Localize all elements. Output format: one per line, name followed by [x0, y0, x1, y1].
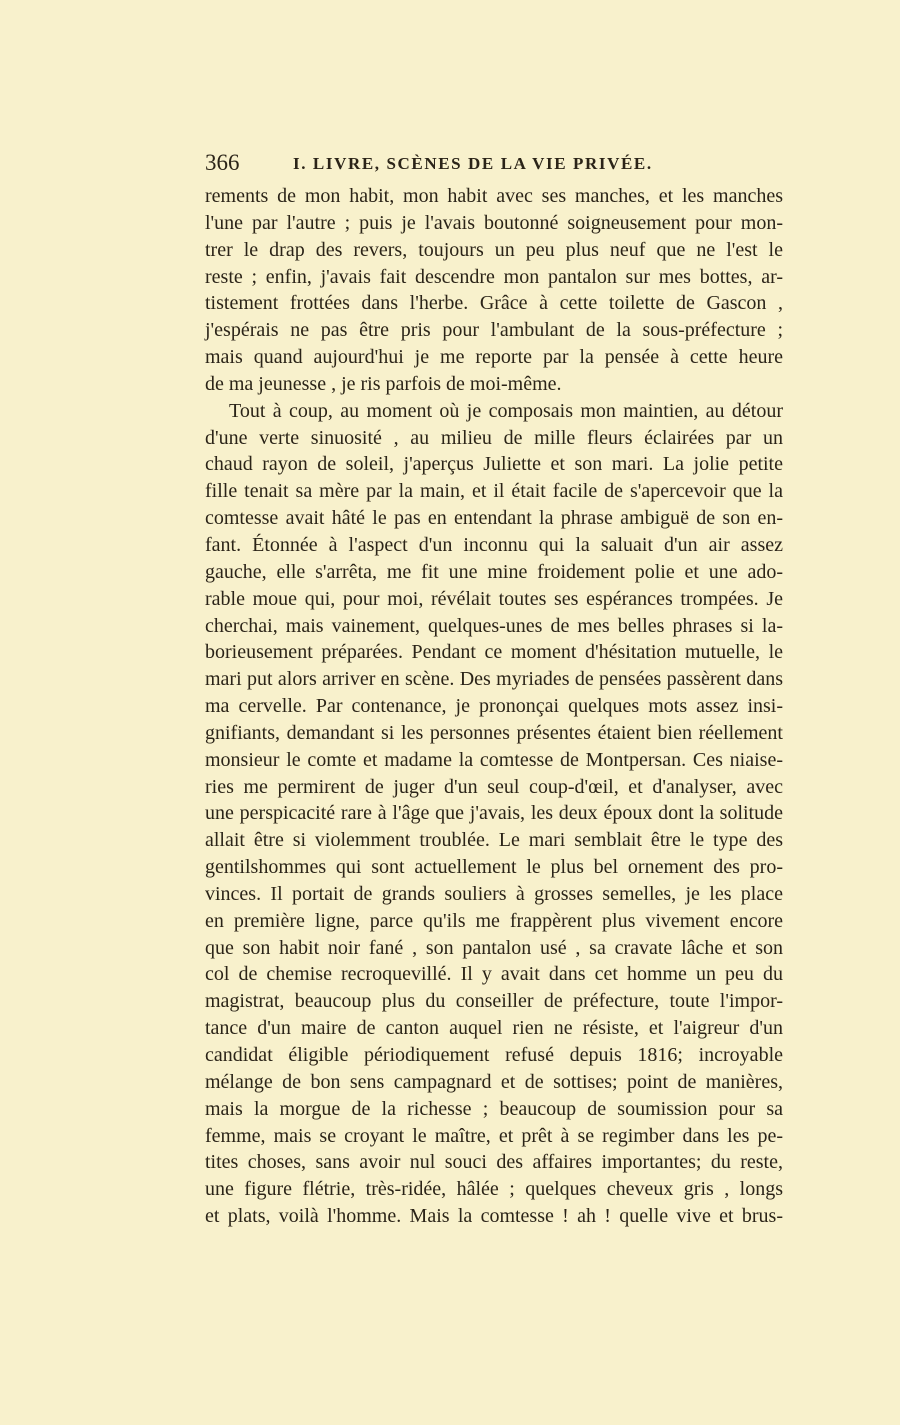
- text-line: mari put alors arriver en scène. Des myriades de pensées passèrent dans: [205, 668, 783, 691]
- text-line: mais quand aujourd'hui je me reporte par la pensée à cette heure: [205, 346, 783, 369]
- text-line: gnifiants, demandant si les personnes présentes étaient bien réellement: [205, 721, 783, 744]
- text-line: l'une par l'autre ; puis je l'avais boutonné soigneusement pour mon-: [205, 211, 783, 234]
- text-line: col de chemise recroquevillé. Il y avait dans cet homme un peu du: [205, 963, 783, 986]
- running-header: [205, 150, 783, 180]
- text-line: allait être si violemment troublée. Le mari semblait être le type des: [205, 829, 783, 852]
- text-line: de ma jeunesse , je ris parfois de moi-même.: [205, 372, 562, 395]
- text-line: une perspicacité rare à l'âge que j'avais, les deux époux dont la solitude: [205, 802, 783, 825]
- text-line: gentilshommes qui sont actuellement le plus bel ornement des pro-: [205, 856, 783, 879]
- running-title: I. LIVRE, SCÈNES DE LA VIE PRIVÉE.: [293, 154, 653, 173]
- text-line: fant. Étonnée à l'aspect d'un inconnu qui la saluait d'un air assez: [205, 533, 783, 556]
- text-line: reste ; enfin, j'avais fait descendre mon pantalon sur mes bottes, ar-: [205, 265, 783, 288]
- text-line: une figure flétrie, très-ridée, hâlée ; quelques cheveux gris , longs: [205, 1178, 783, 1201]
- text-line: rements de mon habit, mon habit avec ses manches, et les manches: [205, 185, 783, 207]
- text-line: Tout à coup, au moment où je composais mon maintien, au détour: [229, 399, 783, 422]
- text-line: que son habit noir fané , son pantalon usé , sa cravate lâche et son: [205, 936, 783, 959]
- text-line: comtesse avait hâté le pas en entendant la phrase ambiguë de son en-: [205, 507, 783, 530]
- text-line: femme, mais se croyant le maître, et prêt à se regimber dans les pe-: [205, 1124, 783, 1147]
- text-line: rable moue qui, pour moi, révélait toutes ses espérances trompées. Je: [205, 587, 783, 610]
- text-line: cherchai, mais vainement, quelques-unes de mes belles phrases si la-: [205, 614, 783, 637]
- text-line: mais la morgue de la richesse ; beaucoup de soumission pour sa: [205, 1097, 783, 1120]
- text-line: magistrat, beaucoup plus du conseiller de préfecture, toute l'impor-: [205, 990, 783, 1013]
- text-line: chaud rayon de soleil, j'aperçus Juliette et son mari. La jolie petite: [205, 453, 783, 476]
- text-line: trer le drap des revers, toujours un peu plus neuf que ne l'est le: [205, 238, 783, 261]
- page-number: 366: [205, 150, 240, 175]
- text-line: fille tenait sa mère par la main, et il était facile de s'apercevoir que la: [205, 480, 783, 503]
- text-line: tites choses, sans avoir nul souci des affaires importantes; du reste,: [205, 1151, 783, 1174]
- text-line: gauche, elle s'arrêta, me fit une mine froidement polie et une ado-: [205, 560, 783, 583]
- text-line: vinces. Il portait de grands souliers à grosses semelles, je les place: [205, 882, 783, 905]
- text-line: d'une verte sinuosité , au milieu de mille fleurs éclairées par un: [205, 426, 783, 449]
- text-line: monsieur le comte et madame la comtesse de Montpersan. Ces niaise-: [205, 748, 783, 771]
- text-line: ma cervelle. Par contenance, je prononçai quelques mots assez insi-: [205, 695, 783, 718]
- text-line: borieusement préparées. Pendant ce moment d'hésitation mutuelle, le: [205, 641, 783, 664]
- text-line: j'espérais ne pas être pris pour l'ambulant de la sous-préfecture ;: [205, 319, 783, 342]
- text-line: tance d'un maire de canton auquel rien ne résiste, et l'aigreur d'un: [205, 1017, 783, 1040]
- text-line: candidat éligible périodiquement refusé depuis 1816; incroyable: [205, 1044, 783, 1066]
- text-line: ries me permirent de juger d'un seul coup-d'œil, et d'analyser, avec: [205, 775, 783, 798]
- body-text: [205, 183, 783, 1230]
- text-line: mélange de bon sens campagnard et de sottises; point de manières,: [205, 1070, 783, 1093]
- text-line: tistement frottées dans l'herbe. Grâce à cette toilette de Gascon ,: [205, 292, 783, 315]
- text-line: et plats, voilà l'homme. Mais la comtesse ! ah ! quelle vive et brus-: [205, 1205, 783, 1228]
- text-line: en première ligne, parce qu'ils me frappèrent plus vivement encore: [205, 909, 783, 932]
